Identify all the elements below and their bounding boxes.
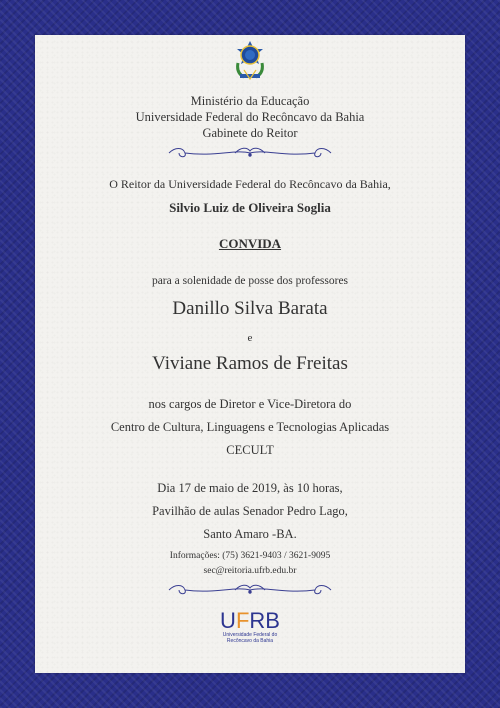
event-place: Pavilhão de aulas Senador Pedro Lago, — [152, 504, 348, 518]
office-line: Gabinete do Reitor — [202, 126, 298, 140]
contact-email: sec@reitoria.ufrb.edu.br — [203, 566, 297, 576]
scroll-divider-icon — [165, 145, 335, 161]
conjunction: e — [247, 332, 253, 344]
purpose-text: para a solenidade de posse dos professores — [151, 275, 349, 287]
contact-phones: Informações: (75) 3621-9403 / 3621-9095 — [169, 551, 331, 561]
event-date: Dia 17 de maio de 2019, às 10 horas, — [157, 481, 343, 495]
ufrb-logo-mark: UFRB — [220, 608, 280, 633]
university-line: Universidade Federal do Recôncavo da Bahia — [135, 110, 365, 124]
rector-name: Silvio Luiz de Oliveira Soglia — [169, 200, 331, 215]
center-name: Centro de Cultura, Linguagens e Tecnologias Aplicadas — [110, 420, 390, 434]
honoree-name-1: Danillo Silva Barata — [172, 298, 328, 319]
positions-text: nos cargos de Diretor e Vice-Diretora do — [148, 397, 352, 411]
ufrb-logo-subtitle-1: Universidade Federal do — [222, 632, 278, 638]
ufrb-logo-subtitle-2: Recôncavo da Bahia — [226, 638, 274, 644]
brazil-coat-of-arms-icon — [230, 39, 270, 81]
institution-header — [35, 93, 465, 141]
center-acronym: CECULT — [226, 443, 274, 457]
event-city: Santo Amaro -BA. — [203, 527, 297, 541]
ministry-line: Ministério da Educação — [190, 94, 310, 108]
honoree-name-2: Viviane Ramos de Freitas — [152, 353, 348, 374]
ufrb-logo — [218, 610, 282, 644]
invitation-title: CONVIDA — [218, 236, 282, 251]
invitation-card — [35, 35, 465, 673]
scroll-divider-icon — [165, 582, 335, 598]
intro-text: O Reitor da Universidade Federal do Recôncavo da Bahia, — [109, 177, 391, 191]
